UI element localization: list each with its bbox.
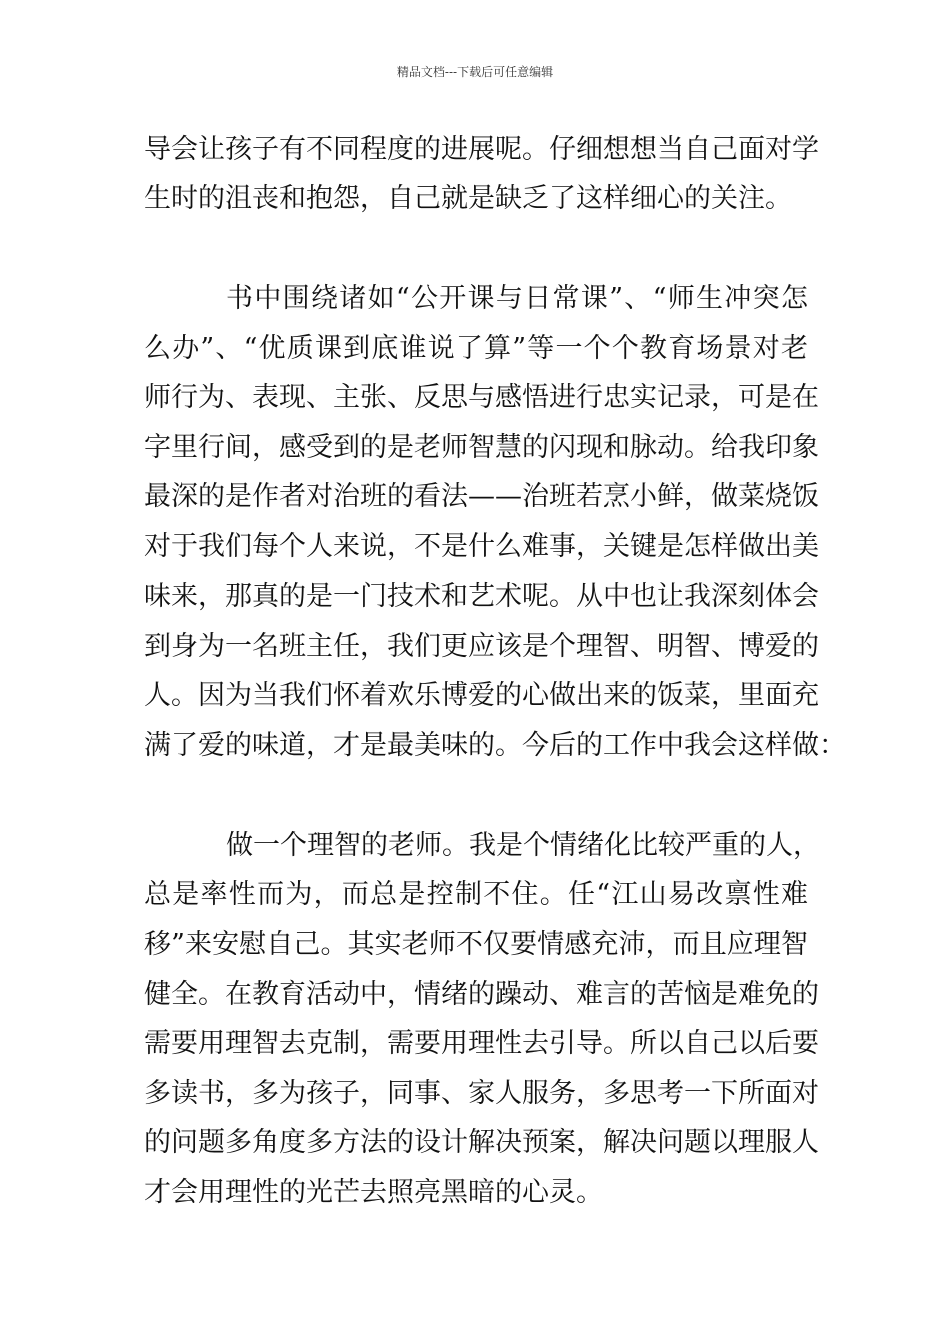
paragraph-3-line-2: 总是率性而为，而总是控制不住。任“江山易改禀性难 [144,879,808,910]
paragraph-2-line-9: 人。因为当我们怀着欢乐博爱的心做出来的饭菜，里面充 [144,680,819,711]
paragraph-2-line-1: 书中围绕诸如“公开课与日常课”、“师生冲突怎 [226,283,808,314]
paragraph-3-line-8: 才会用理性的光芒去照亮黑暗的心灵。 [144,1177,603,1208]
paragraph-2-line-3: 师行为、表现、主张、反思与感悟进行忠实记录，可是在 [144,382,819,413]
paragraph-3-line-4: 健全。在教育活动中，情绪的躁动、难言的苦恼是难免的 [144,979,819,1010]
paragraph-2-line-5: 最深的是作者对治班的看法——治班若烹小鲜，做菜烧饭 [144,481,819,512]
paragraph-3-line-6: 多读书，多为孩子，同事、家人服务，多思考一下所面对 [144,1078,819,1109]
paragraph-1-line-2: 生时的沮丧和抱怨，自己就是缺乏了这样细心的关注。 [144,183,792,214]
paragraph-3-line-7: 的问题多角度多方法的设计解决预案，解决问题以理服人 [144,1127,819,1158]
page-header: 精品文档---下载后可任意编辑 [396,65,554,79]
paragraph-3-line-3: 移”来安慰自己。其实老师不仅要情感充沛，而且应理智 [144,929,808,960]
paragraph-2-line-4: 字里行间，感受到的是老师智慧的闪现和脉动。给我印象 [144,432,819,463]
paragraph-3-line-1: 做一个理智的老师。我是个情绪化比较严重的人， [226,830,820,861]
paragraph-1-line-1: 导会让孩子有不同程度的进展呢。仔细想想当自己面对学 [144,134,819,165]
paragraph-2-line-6: 对于我们每个人来说，不是什么难事，关键是怎样做出美 [144,531,819,562]
paragraph-2-line-7: 味来，那真的是一门技术和艺术呢。从中也让我深刻体会 [144,581,819,612]
paragraph-2-line-2: 么办”、“优质课到底谁说了算”等一个个教育场景对老 [144,333,808,364]
paragraph-2-line-8: 到身为一名班主任，我们更应该是个理智、明智、博爱的 [144,631,819,662]
paragraph-3-line-5: 需要用理智去克制，需要用理性去引导。所以自己以后要 [144,1028,819,1059]
paragraph-2-line-10: 满了爱的味道，才是最美味的。今后的工作中我会这样做： [144,730,846,761]
